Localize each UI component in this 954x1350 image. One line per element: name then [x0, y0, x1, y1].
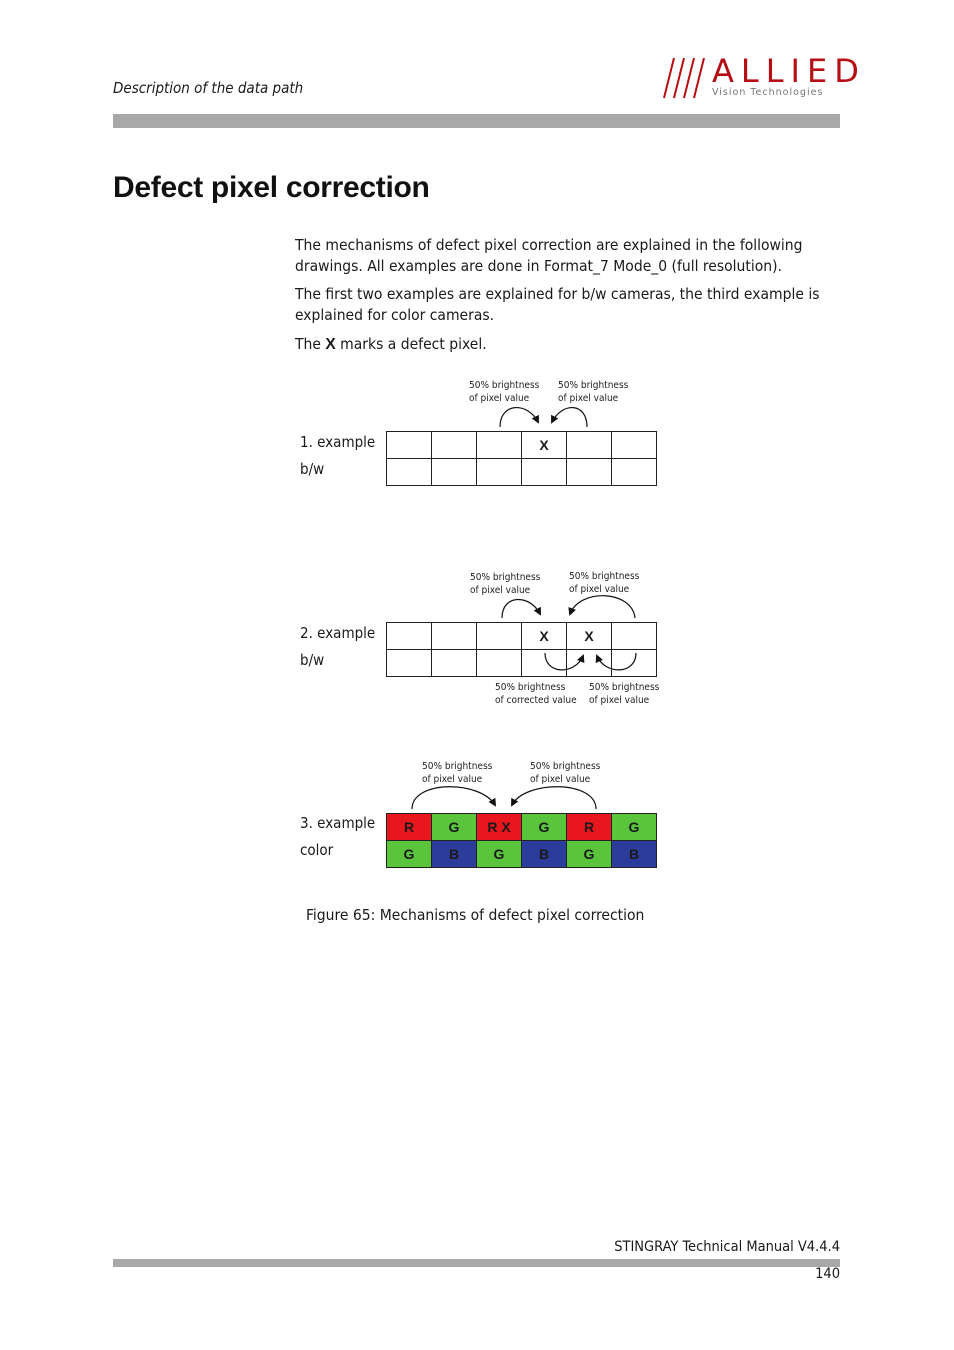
ex1-note-right: 50% brightness of pixel value: [558, 380, 629, 404]
ex2-note-top-right: 50% brightness of pixel value: [569, 571, 640, 595]
ex3-cell-green: G: [522, 814, 567, 841]
footer-rule: [113, 1259, 840, 1267]
ex3-cell-green: G: [567, 841, 612, 868]
ex3-cell-green: G: [432, 814, 477, 841]
ex3-arrow-right: [512, 787, 596, 809]
logo-subtitle: Vision Technologies: [712, 87, 824, 98]
ex1-arrow-left: [500, 408, 538, 427]
ex1-label: 1. example b/w: [300, 433, 376, 478]
ex1-note-left: 50% brightness of pixel value: [469, 380, 540, 404]
ex1-arrow-right: [552, 408, 587, 427]
x-note-mark: X: [325, 336, 336, 353]
logo-wordmark: ALLIED: [712, 52, 866, 90]
ex2-note-bottom-right: 50% brightness of pixel value: [589, 682, 660, 706]
footer-manual-title: STINGRAY Technical Manual V4.4.4: [614, 1239, 840, 1255]
paragraph-cameras: The first two examples are explained for b/w cameras, the third example is explained for color cameras.: [295, 285, 820, 324]
header-section-title: Description of the data path: [113, 79, 304, 97]
ex3-cell-blue: B: [612, 841, 657, 868]
ex3-cell-red: R: [567, 814, 612, 841]
ex2-arrow-bottom-left: [545, 653, 583, 670]
ex3-cell-blue: B: [432, 841, 477, 868]
ex2-cell-defect: X: [567, 623, 612, 650]
ex2-label: 2. example b/w: [300, 624, 376, 669]
ex3-cell-blue: B: [522, 841, 567, 868]
x-note-pre: The: [295, 335, 326, 353]
ex3-cell-green: G: [612, 814, 657, 841]
ex3-cell-green: G: [387, 841, 432, 868]
ex2-note-top-left: 50% brightness of pixel value: [470, 572, 541, 596]
ex3-cell-red: R: [387, 814, 432, 841]
figure-caption: Figure 65: Mechanisms of defect pixel correction: [306, 906, 645, 924]
paragraph-intro: The mechanisms of defect pixel correction are explained in the following drawings. All examples are done in Format_7 Mode_0 (full resolution).: [295, 236, 803, 275]
ex2-note-bottom-left: 50% brightness of corrected value: [495, 682, 577, 706]
ex2-arrow-top-right: [570, 596, 635, 618]
page-number: 140: [815, 1266, 840, 1282]
ex3-note-right: 50% brightness of pixel value: [530, 761, 601, 785]
ex3-cell-red-defect: R X: [477, 814, 522, 841]
ex2-arrow-top-left: [502, 599, 540, 618]
ex2-arrow-bottom-right: [597, 653, 636, 670]
ex3-note-left: 50% brightness of pixel value: [422, 761, 493, 785]
ex3-label: 3. example color: [300, 814, 376, 859]
ex1-cell-defect: X: [522, 432, 567, 459]
page-title: Defect pixel correction: [113, 171, 430, 204]
x-note-post: marks a defect pixel.: [335, 335, 487, 353]
ex3-arrow-left: [412, 787, 495, 809]
ex2-cell-defect: X: [522, 623, 567, 650]
ex3-cell-green: G: [477, 841, 522, 868]
